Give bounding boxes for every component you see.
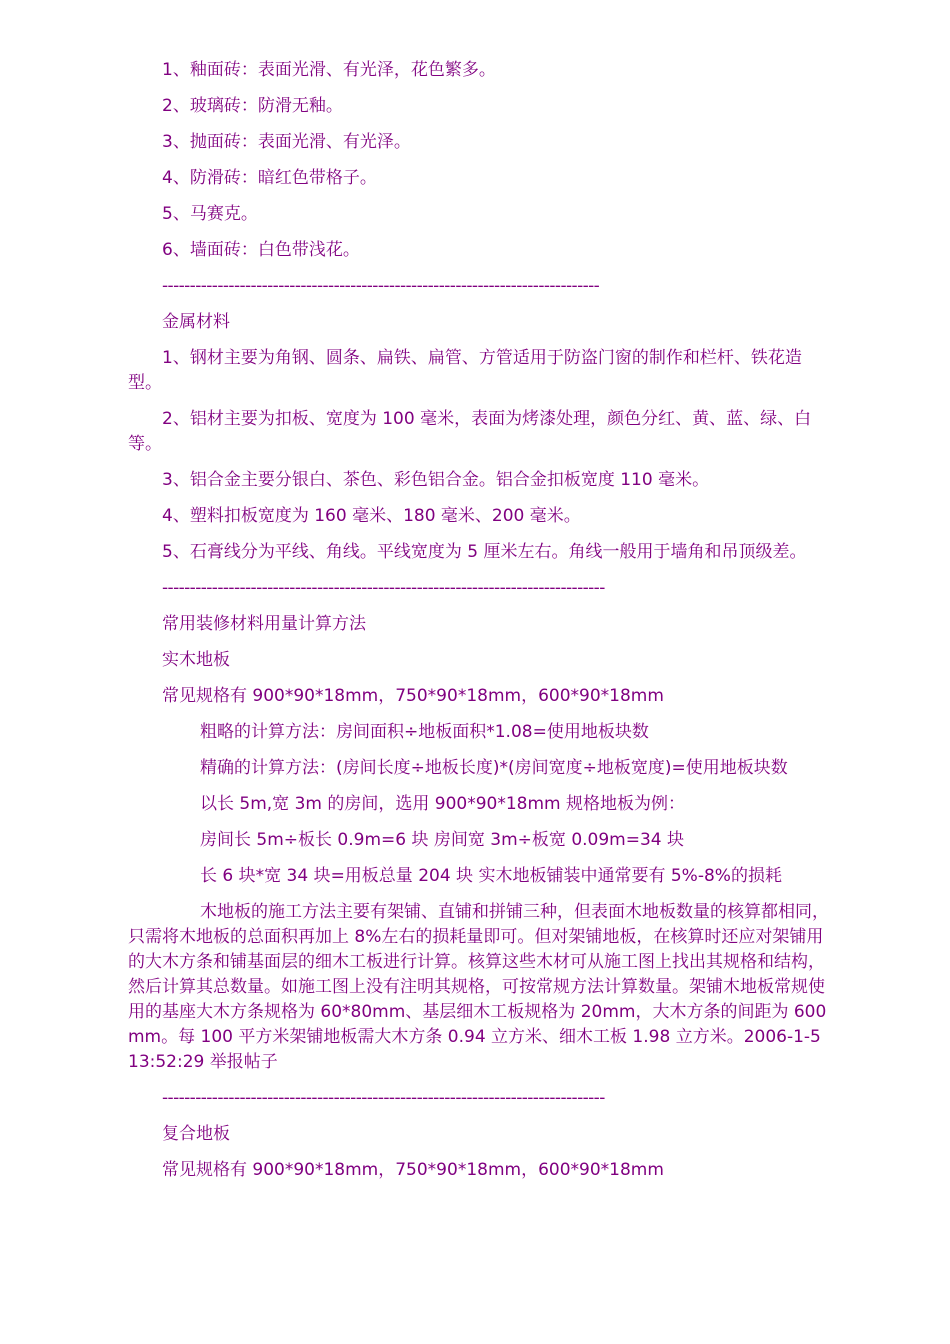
metal-item-5: 5、石膏线分为平线、角线。平线宽度为 5 厘米左右。角线一般用于墙角和吊顶级差。 (162, 542, 807, 562)
tile-item-3: 3、抛面砖：表面光滑、有光泽。 (162, 132, 411, 152)
subsection-title-composite: 复合地板 (162, 1124, 230, 1144)
separator-line: -------------------------------------------------------------------------------- (162, 1088, 605, 1108)
composite-spec: 常见规格有 900*90*18mm，750*90*18mm，600*90*18mm (162, 1160, 664, 1180)
solid-wood-paragraph: 木地板的施工方法主要有架铺、直铺和拼铺三种，但表面木地板数量的核算都相同，只需将木地板的总面积再加上 8%左右的损耗量即可。但对架铺地板，在核算时还应对架铺用的大木方条和铺基面层的细木工板进行计算。核算这些木材可从施工图上找出其规格和结构，然后计算其总数量。如施工图上没有注明其规格，可按常规方法计算数量。架铺木地板常规使用的基座大木方条规格为 60*80mm、基层细木工板规格为 20mm，大木方条的间距为 600mm。每 100 平方米架铺地板需大木方条 0.94 立方米、细木工板 1.98 立方米。2006-1-5 13:52:29 举报帖子 (128, 902, 829, 1072)
solid-wood-line-4: 房间长 5m÷板长 0.9m=6 块 房间宽 3m÷板宽 0.09m=34 块 (200, 830, 685, 850)
metal-item-3: 3、铝合金主要分银白、茶色、彩色铝合金。铝合金扣板宽度 110 毫米。 (162, 470, 710, 490)
subsection-title-solid-wood: 实木地板 (162, 650, 230, 670)
solid-wood-line-1: 粗略的计算方法：房间面积÷地板面积*1.08=使用地板块数 (200, 722, 649, 742)
solid-wood-line-2: 精确的计算方法：(房间长度÷地板长度)*(房间宽度÷地板宽度)=使用地板块数 (200, 758, 788, 778)
tile-item-1: 1、釉面砖：表面光滑、有光泽，花色繁多。 (162, 60, 496, 80)
metal-item-1: 1、钢材主要为角钢、圆条、扁铁、扁管、方管适用于防盗门窗的制作和栏杆、铁花造型。 (128, 348, 802, 393)
section-title-metal: 金属材料 (162, 312, 230, 332)
section-title-calc: 常用装修材料用量计算方法 (162, 614, 366, 634)
document-body (128, 58, 834, 1194)
tile-item-5: 5、马赛克。 (162, 204, 258, 224)
metal-item-2: 2、铝材主要为扣板、宽度为 100 毫米，表面为烤漆处理，颜色分红、黄、蓝、绿、白等。 (128, 409, 812, 454)
solid-wood-line-3: 以长 5m,宽 3m 的房间，选用 900*90*18mm 规格地板为例： (200, 794, 686, 814)
solid-wood-spec: 常见规格有 900*90*18mm，750*90*18mm，600*90*18mm (162, 686, 664, 706)
tile-item-4: 4、防滑砖：暗红色带格子。 (162, 168, 377, 188)
tile-item-6: 6、墙面砖：白色带浅花。 (162, 240, 360, 260)
metal-item-4: 4、塑料扣板宽度为 160 毫米、180 毫米、200 毫米。 (162, 506, 581, 526)
tile-item-2: 2、玻璃砖：防滑无釉。 (162, 96, 343, 116)
separator-line: -------------------------------------------------------------------------------- (162, 578, 605, 598)
solid-wood-line-5: 长 6 块*宽 34 块=用板总量 204 块 实木地板铺装中通常要有 5%-8%的损耗 (200, 866, 782, 886)
separator-line: ------------------------------------------------------------------------------- (162, 276, 600, 296)
